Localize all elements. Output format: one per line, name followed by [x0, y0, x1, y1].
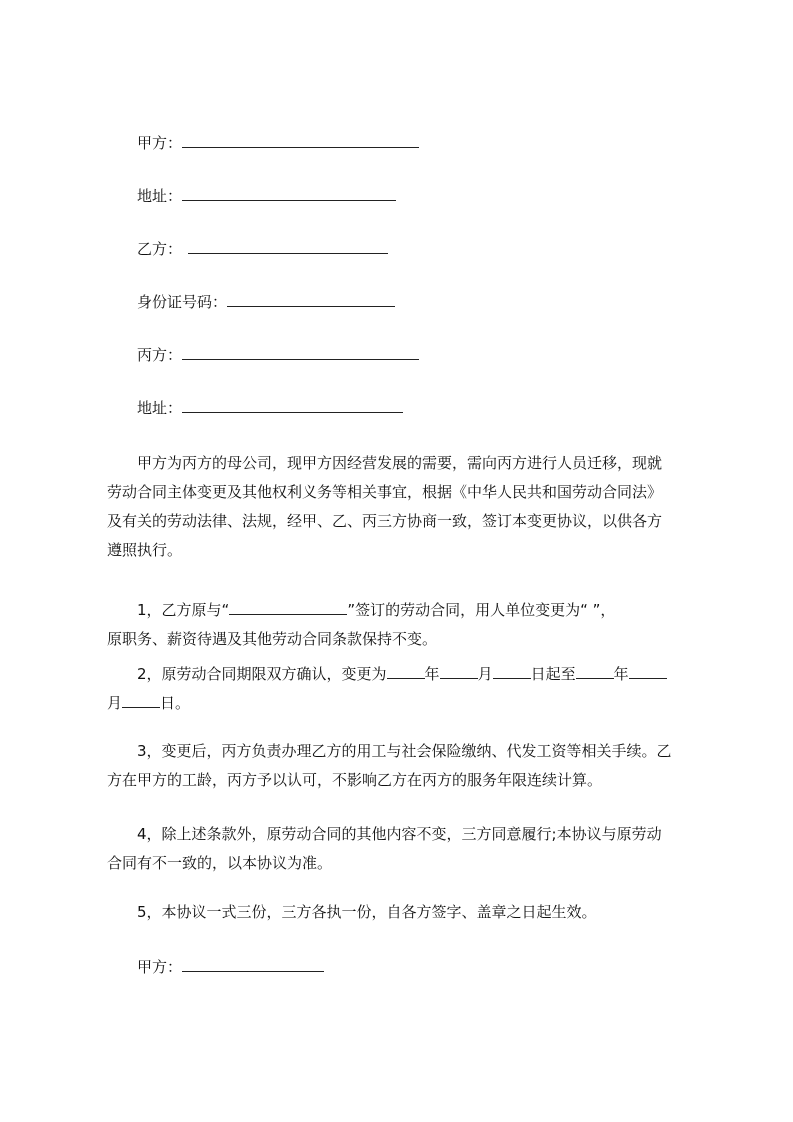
text-line [107, 596, 707, 625]
id-number-label: 身份证号码： [137, 293, 228, 311]
party-b-field [137, 239, 388, 259]
clause-4 [107, 820, 707, 878]
id-number-field [137, 292, 395, 312]
clause-1 [107, 596, 707, 654]
party-c-blank[interactable] [182, 345, 419, 360]
year-label: 年 [613, 665, 629, 683]
clause-text: 2，原劳动合同期限双方确认，变更为 [137, 665, 387, 683]
end-month-blank[interactable] [629, 664, 667, 679]
text-line [107, 660, 707, 689]
start-month-blank[interactable] [440, 664, 478, 679]
text-line: 及有关的劳动法律、法规，经甲、乙、丙三方协商一致，签订本变更协议，以供各方 [107, 512, 663, 530]
party-c-label: 丙方： [137, 346, 183, 364]
party-a-blank[interactable] [182, 133, 419, 148]
party-a-label: 甲方： [137, 958, 183, 976]
clause-text: 1，乙方原与“ [137, 601, 230, 619]
end-year-blank[interactable] [576, 664, 614, 679]
clause-5 [107, 898, 707, 927]
text-line: 遵照执行。 [107, 541, 183, 559]
party-a-address-blank[interactable] [182, 186, 396, 201]
party-a-field [137, 133, 419, 153]
text-line: 原职务、薪资待遇及其他劳动合同条款保持不变。 [107, 630, 438, 648]
party-c-address-field [137, 398, 403, 418]
party-c-field [137, 345, 419, 365]
month-label: 月 [107, 694, 123, 712]
address-label: 地址： [137, 399, 183, 417]
signature-party-a [137, 957, 324, 977]
day-label: 日。 [160, 694, 191, 712]
year-label: 年 [424, 665, 440, 683]
clause-2 [107, 660, 707, 718]
party-a-label: 甲方： [137, 134, 183, 152]
start-day-blank[interactable] [493, 664, 531, 679]
from-label: 日起至 [530, 665, 576, 683]
id-number-blank[interactable] [227, 292, 395, 307]
employer-blank[interactable] [229, 600, 347, 615]
address-label: 地址： [137, 187, 183, 205]
party-b-blank[interactable] [188, 239, 388, 254]
text-line: 劳动合同主体变更及其他权利义务等相关事宜，根据《中华人民共和国劳动合同法》 [107, 483, 663, 501]
text-line: 3，变更后，丙方负责办理乙方的用工与社会保险缴纳、代发工资等相关手续。乙 [137, 742, 672, 760]
end-day-blank[interactable] [122, 693, 160, 708]
clause-text: ”签订的劳动合同，用人单位变更为“ ”， [347, 601, 616, 619]
clause-3 [107, 737, 707, 795]
start-year-blank[interactable] [387, 664, 425, 679]
month-label: 月 [477, 665, 493, 683]
text-line: 合同有不一致的，以本协议为准。 [107, 854, 333, 872]
signature-blank[interactable] [182, 957, 324, 972]
text-line: 甲方为丙方的母公司，现甲方因经营发展的需要，需向丙方进行人员迁移，现就 [137, 454, 663, 472]
party-b-label: 乙方： [137, 240, 183, 258]
party-c-address-blank[interactable] [182, 398, 403, 413]
text-line: 5，本协议一式三份，三方各执一份，自各方签字、盖章之日起生效。 [137, 903, 597, 921]
text-line [107, 689, 707, 718]
text-line: 4，除上述条款外，原劳动合同的其他内容不变，三方同意履行;本协议与原劳动 [137, 825, 662, 843]
intro-paragraph [107, 449, 707, 565]
text-line: 方在甲方的工龄，丙方予以认可，不影响乙方在丙方的服务年限连续计算。 [107, 771, 603, 789]
party-a-address-field [137, 186, 396, 206]
